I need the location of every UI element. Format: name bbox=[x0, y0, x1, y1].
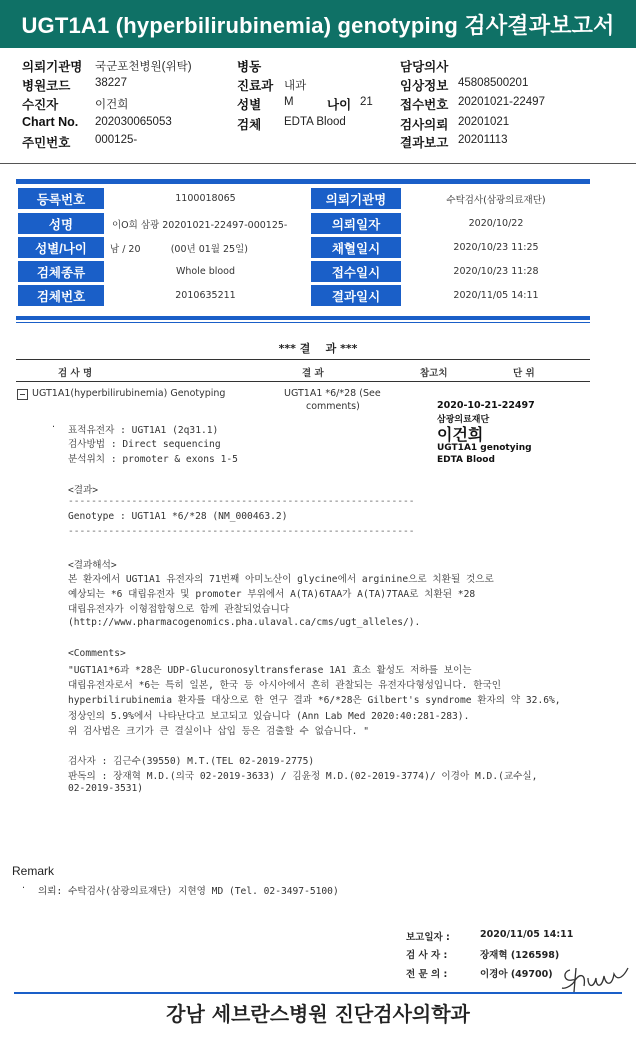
age-value: 21 bbox=[360, 96, 373, 108]
info-label: Chart No. bbox=[22, 115, 79, 129]
method: 검사방법 : Direct sequencing bbox=[68, 439, 221, 450]
grid-top-bar bbox=[16, 179, 590, 184]
comment-line: 정상인의 5.9%에서 나타난다고 보고되고 있습니다 (Ann Lab Med 2020:40:281-283). bbox=[68, 711, 470, 722]
stamp-test: UGT1A1 genotying bbox=[437, 443, 532, 453]
grid-value: Whole blood bbox=[175, 266, 236, 277]
grid-value: 수탁검사(삼광의료재단) bbox=[446, 194, 546, 206]
test-result: UGT1A1 *6/*28 (See bbox=[284, 388, 381, 399]
interpretation-line: (http://www.pharmacogenomics.pha.ulaval.ca/cms/ugt_alleles/). bbox=[68, 617, 421, 628]
bullet: · bbox=[22, 883, 26, 894]
col-head-name: 검 사 명 bbox=[58, 368, 93, 379]
info-value: 38227 bbox=[95, 77, 127, 89]
comments-heading: <Comments> bbox=[68, 648, 126, 659]
grid-label: 채혈일시 bbox=[311, 237, 401, 258]
divider bbox=[0, 163, 636, 164]
footer-title: 강남 세브란스병원 진단검사의학과 bbox=[166, 1002, 470, 1026]
info-value: EDTA Blood bbox=[284, 116, 346, 128]
comment-line: "UGT1A1*6과 *28은 UDP-Glucuronosyltransferase 1A1 효소 활성도 저하를 보이는 bbox=[68, 665, 472, 676]
report-value: 2020/11/05 14:11 bbox=[480, 929, 574, 940]
grid-label: 의뢰일자 bbox=[311, 213, 401, 234]
comment-line: 대립유전자로서 *6는 특히 일본, 한국 등 아시아에서 흔히 관찰되는 유전자다형성입니다. 한국인 bbox=[68, 680, 502, 691]
info-value: 45808500201 bbox=[458, 77, 529, 89]
interpretation-line: 대립유전자가 이형접합형으로 함께 관찰되었습니다 bbox=[68, 604, 290, 615]
report-value: 이경아 (49700) bbox=[480, 969, 553, 980]
comment-line: 위 검사법은 크기가 큰 결실이나 삽입 등은 검출할 수 없습니다. " bbox=[68, 726, 369, 737]
info-label: 진료과 bbox=[237, 79, 274, 93]
stamp-name: 이건희 bbox=[437, 425, 484, 444]
info-label: 결과보고 bbox=[400, 136, 449, 150]
grid-label: 의뢰기관명 bbox=[311, 188, 401, 209]
expand-box-icon[interactable] bbox=[17, 389, 28, 400]
info-value: 내과 bbox=[284, 80, 307, 92]
bullet: · bbox=[52, 422, 56, 433]
grid-value: 2020/10/23 11:28 bbox=[453, 266, 539, 277]
info-value: 20201021 bbox=[458, 116, 510, 128]
info-label: 병원코드 bbox=[22, 79, 71, 93]
info-label: 접수번호 bbox=[400, 98, 449, 112]
info-label: 성별 bbox=[237, 98, 262, 112]
stamp-date: 2020-10-21-22497 bbox=[437, 400, 535, 411]
info-value: 000125- bbox=[95, 134, 138, 146]
info-label: 임상정보 bbox=[400, 79, 449, 93]
footer-line bbox=[14, 992, 622, 994]
grid-label: 성별/나이 bbox=[18, 237, 104, 258]
interpretation-heading: <결과해석> bbox=[68, 560, 117, 571]
grid-value: 남 / 20 (00년 01월 25일) bbox=[110, 243, 248, 255]
examiner: 검사자 : 김근수(39550) M.T.(TEL 02-2019-2775) bbox=[68, 756, 315, 767]
remark-title: Remark bbox=[12, 864, 55, 878]
remark-text: 의뢰: 수탁검사(삼광의료재단) 지현영 MD (Tel. 02-3497-5100) bbox=[38, 886, 339, 897]
grid-label: 검체번호 bbox=[18, 285, 104, 306]
info-value: 20201113 bbox=[458, 134, 508, 146]
divider bbox=[16, 381, 590, 382]
col-head-ref: 참고치 bbox=[420, 368, 448, 379]
grid-value: 이O희 삼광 20201021-22497-000125- bbox=[112, 219, 288, 231]
info-value: 국군포천병원(위탁) bbox=[95, 61, 192, 73]
info-label: 주민번호 bbox=[22, 136, 71, 150]
results-title: *** 결 과 *** bbox=[278, 342, 358, 355]
info-label: 검사의뢰 bbox=[400, 118, 449, 132]
stamp-org: 삼광의료재단 bbox=[437, 415, 490, 425]
genotype: Genotype : UGT1A1 *6/*28 (NM_000463.2) bbox=[68, 511, 288, 522]
grid-value: 2020/10/22 bbox=[468, 218, 524, 229]
grid-bottom-bar bbox=[16, 316, 590, 320]
grid-label: 접수일시 bbox=[311, 261, 401, 282]
info-value: 202030065053 bbox=[95, 116, 172, 128]
col-head-unit: 단 위 bbox=[513, 368, 535, 379]
info-label: 수진자 bbox=[22, 98, 59, 112]
grid-value: 1100018065 bbox=[175, 193, 236, 204]
dash-line: ------------------------------------------------------------ bbox=[68, 496, 415, 507]
interpretation-line: 본 환자에서 UGT1A1 유전자의 71번째 아미노산이 glycine에서 arginine으로 치환될 것으로 bbox=[68, 574, 494, 585]
info-label: 담당의사 bbox=[400, 60, 449, 74]
test-result-cont: comments) bbox=[306, 401, 360, 412]
report-value: 장재혁 (126598) bbox=[480, 950, 560, 961]
divider bbox=[16, 359, 590, 360]
grid-value: 2020/10/23 11:25 bbox=[453, 242, 539, 253]
info-label: 병동 bbox=[237, 60, 262, 74]
grid-value: 2020/11/05 14:11 bbox=[453, 290, 539, 301]
report-label: 전 문 의 : bbox=[406, 969, 448, 980]
grid-label: 결과일시 bbox=[311, 285, 401, 306]
grid-bottom-line bbox=[16, 322, 590, 323]
info-value: 이건희 bbox=[95, 99, 129, 111]
reviewers-cont: 02-2019-3531) bbox=[68, 783, 144, 794]
grid-label: 등록번호 bbox=[18, 188, 104, 209]
report-title: UGT1A1 (hyperbilirubinemia) genotyping 검사결과보고서 bbox=[0, 0, 636, 48]
age-label: 나이 bbox=[327, 98, 352, 112]
col-head-result: 결 과 bbox=[302, 368, 324, 379]
info-value: 20201021-22497 bbox=[458, 96, 545, 108]
grid-label: 성명 bbox=[18, 213, 104, 234]
target-gene: 표적유전자 : UGT1A1 (2q31.1) bbox=[68, 425, 219, 436]
report-label: 보고일자 : bbox=[406, 932, 450, 943]
grid-value: 2010635211 bbox=[175, 290, 236, 301]
stamp-specimen: EDTA Blood bbox=[437, 455, 495, 465]
info-label: 검체 bbox=[237, 118, 262, 132]
reviewers: 판독의 : 장재혁 M.D.(의국 02-2019-3633) / 김윤정 M.D.(02-2019-3774)/ 이경아 M.D.(교수실, bbox=[68, 771, 538, 782]
comment-line: hyperbilirubinemia 환자를 대상으로 한 연구 결과 *6/*28은 Gilbert's syndrome 환자의 약 32.6%, bbox=[68, 695, 561, 706]
interpretation-line: 예상되는 *6 대립유전자 및 promoter 부위에서 A(TA)6TAA가 A(TA)7TAA로 치환된 *28 bbox=[68, 589, 476, 600]
report-label: 검 사 자 : bbox=[406, 950, 448, 961]
result-heading: <결과> bbox=[68, 485, 99, 496]
info-label: 의뢰기관명 bbox=[22, 60, 83, 74]
dash-line: ------------------------------------------------------------ bbox=[68, 526, 415, 537]
info-value: M bbox=[284, 96, 294, 108]
site: 분석위치 : promoter & exons 1-5 bbox=[68, 454, 238, 465]
grid-label: 검체종류 bbox=[18, 261, 104, 282]
test-name: UGT1A1(hyperbilirubinemia) Genotyping bbox=[32, 388, 226, 399]
